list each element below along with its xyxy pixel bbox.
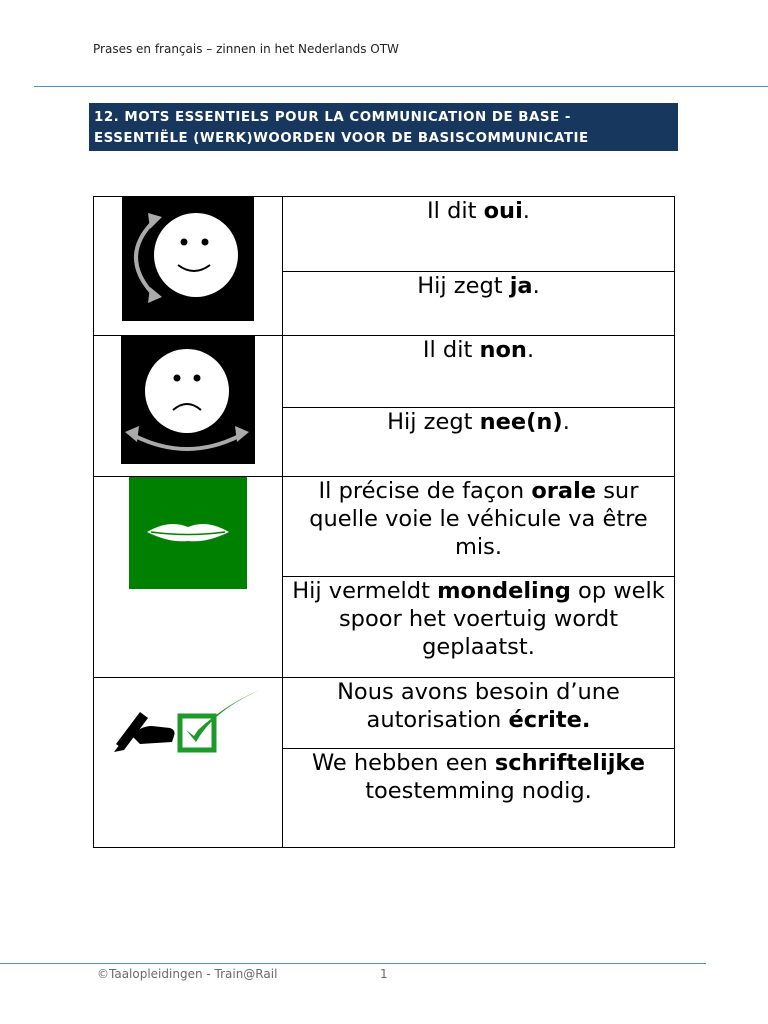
sentence-text: We hebben een xyxy=(311,750,495,776)
keyword: oui xyxy=(483,198,523,224)
written-checkmark-icon xyxy=(110,678,266,758)
sentence-text: Hij zegt xyxy=(417,273,510,299)
image-cell xyxy=(94,197,283,336)
sentence-text: Il dit xyxy=(422,337,480,363)
sentence-text: Il dit xyxy=(427,198,484,224)
header-divider xyxy=(34,86,768,87)
keyword: non xyxy=(479,337,527,363)
footer-copyright: ©Taalopleidingen - Train@Rail xyxy=(97,967,278,981)
sentence-text: . xyxy=(532,273,540,299)
keyword: schriftelijke xyxy=(494,750,646,776)
keyword: mondeling xyxy=(437,578,571,604)
no-frown-shake-icon xyxy=(121,336,255,464)
sentence-text: . xyxy=(526,337,535,363)
sentence-text: . xyxy=(522,198,530,224)
page-number: 1 xyxy=(380,967,388,981)
image-cell xyxy=(94,477,283,678)
french-sentence xyxy=(283,197,675,272)
section-title-line-1: 12. MOTS ESSENTIELS POUR LA COMMUNICATION DE BASE - xyxy=(94,110,571,125)
image-cell xyxy=(94,336,283,477)
french-sentence xyxy=(283,477,675,577)
keyword: écrite. xyxy=(508,707,591,733)
keyword: nee(n) xyxy=(479,409,563,435)
image-cell xyxy=(94,678,283,848)
sentence-text: Hij vermeldt xyxy=(292,578,438,604)
sentence-text: op welk spoor het voertuig wordt geplaatst. xyxy=(338,578,665,660)
sentence-text: Hij zegt xyxy=(387,409,480,435)
sentence-text: Nous avons besoin d’une autorisation xyxy=(337,679,620,733)
page-header: Prases en français – zinnen in het Nederlands OTW xyxy=(93,42,399,56)
section-title xyxy=(89,103,678,151)
dutch-sentence xyxy=(283,749,675,848)
dutch-sentence xyxy=(283,272,675,336)
french-sentence xyxy=(283,336,675,408)
lips-oral-icon xyxy=(129,477,247,589)
french-sentence xyxy=(283,678,675,749)
dutch-sentence xyxy=(283,408,675,477)
footer-divider xyxy=(0,963,706,964)
sentence-text: toestemming nodig. xyxy=(365,778,592,804)
keyword: ja xyxy=(509,273,533,299)
dutch-sentence xyxy=(283,577,675,678)
sentence-text: Il précise de façon xyxy=(318,478,532,504)
sentence-text: sur quelle voie le véhicule va être mis. xyxy=(309,478,648,560)
vocabulary-table xyxy=(93,196,675,848)
yes-smiley-nod-icon xyxy=(122,197,254,321)
section-title-line-2: ESSENTIËLE (WERK)WOORDEN VOOR DE BASISCOMMUNICATIE xyxy=(94,131,589,146)
sentence-text: . xyxy=(562,409,570,435)
keyword: orale xyxy=(531,478,597,504)
